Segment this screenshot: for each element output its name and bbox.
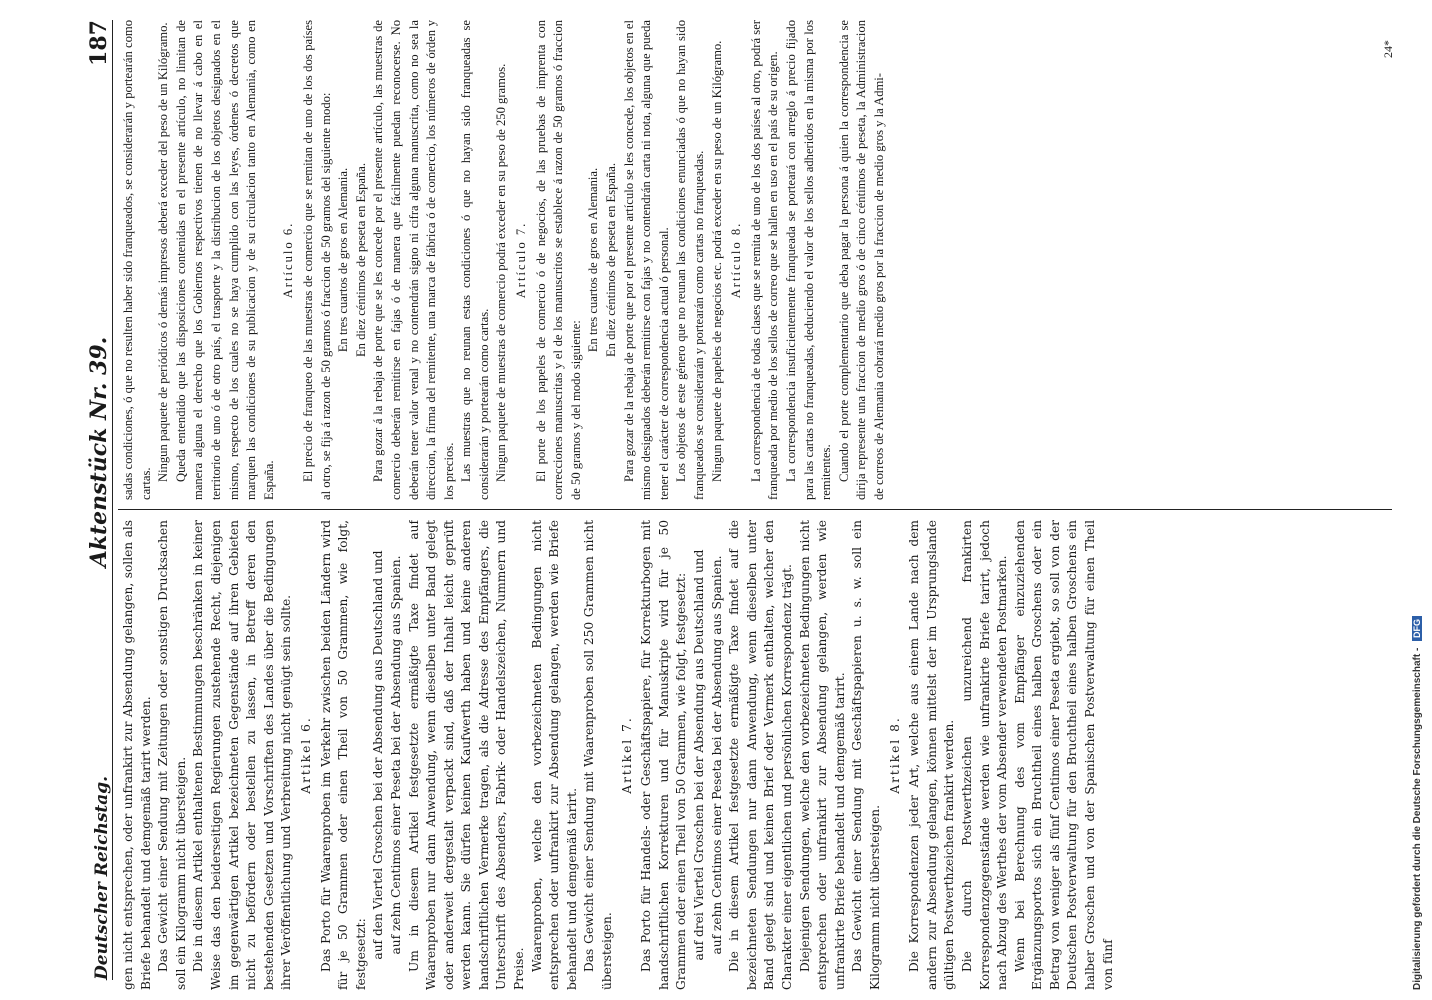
paragraph: En tres cuartos de gros en Alemania.: [586, 167, 601, 353]
article-heading: Artículo 7.: [514, 221, 529, 299]
page-header: [72, 20, 113, 980]
header-left-title: Deutscher Reichstag.: [92, 775, 112, 980]
paragraph: Ningun paquete de periódicos ó demás impresos deberá exceder del peso de un Kilógramo.: [156, 22, 171, 482]
paragraph: Das Porto für Waarenproben im Verkehr zwischen beiden Ländern wird für je 50 Grammen oder einen Theil von 50 Grammen, wie folgt, festgesetzt:: [318, 520, 368, 990]
spanish-text-column: [120, 20, 1392, 500]
paragraph: Das Gewicht einer Sendung mit Geschäftspapieren u. s. w. soll ein Kilogramm nicht übersteigen.: [850, 520, 882, 990]
header-document-number: Aktenstück Nr. 39.: [86, 336, 112, 568]
paragraph: sadas condiciones, ó que no resulten haber sido franqueados, se considerarán y portearán como cartas.: [121, 20, 153, 500]
paragraph: Wenn bei Berechnung des vom Empfänger einzuziehenden Ergänzungsportos sich ein Bruchtheil eines halben Groschens oder ein Betrag von weniger als fünf Centimos einer Peseta ergiebt, so soll von der Deutschen Postverwaltung für den Bruchtheil eines halben Groschens ein halber Groschen und von der Spanischen Postverwaltung für einen Theil von fünf: [1012, 520, 1115, 990]
paragraph: auf zehn Centimos einer Peseta bei der Absendung aus Spanien.: [388, 555, 403, 955]
paragraph: Um in diesem Artikel festgesetzte ermäßigte Taxe findet auf Waarenproben nur dann Anwendung, wenn dieselben unter Band gelegt oder anderweit dergestalt verpackt sind, daß der Inhalt leicht geprüft werden kann. Sie dürfen keinen Kaufwerth haben und keine anderen handschriftlichen Vermerke tragen, als die Adresse des Empfängers, die Unterschrift des Absenders, Fabrik- oder Handelszeichen, Nummern und Preise.: [406, 520, 527, 990]
paragraph: auf zehn Centimos einer Peseta bei der Absendung aus Spanien.: [709, 555, 724, 955]
paragraph: Die Korrespondenzen jeder Art, welche aus einem Lande nach dem andern zur Absendung gelangen, können mittelst der im Ursprungslande gültigen Postwerthzeichen frankirt werden.: [907, 520, 957, 990]
paragraph: Waarenproben, welche den vorbezeichneten Bedingungen nicht entsprechen oder unfrankirt zur Absendung gelangen, werden wie Briefe behandelt und demgemäß tarirt.: [529, 520, 579, 990]
article-heading: Artículo 8.: [729, 221, 744, 299]
paragraph: auf den Viertel Groschen bei der Absendung aus Deutschland und: [371, 550, 386, 960]
paragraph: Diejenigen Sendungen, welche den vorbezeichneten Bedingungen nicht entsprechen oder unfrankirt zur Absendung gelangen, werden wie unfrankirte Briefe behandelt und demgemäß tarirt.: [797, 520, 847, 990]
digitization-note: [1410, 0, 1432, 1000]
paragraph: Ningun paquete de papeles de negocios etc. podrá exceder en su peso de un Kilógramo.: [709, 40, 724, 482]
signature-mark: 24*: [1381, 40, 1395, 58]
article-heading: Artikel 6.: [298, 716, 313, 794]
paragraph: Los objetos de este género que no reunan las condiciones enunciadas ó que no hayan sido franqueados se considerarán y portearán como cartas no franqueadas.: [674, 20, 706, 500]
paragraph: Para gozar de la rebaja de porte que por el presente artículo se les concede, los objetos en el mismo designados deberán remitirse con fajas y no contendrán carta ni nota, alguna que pueda tener el carácter de correspondencia actual ó personal.: [621, 20, 671, 500]
paragraph: En diez céntimos de peseta en España.: [604, 162, 619, 358]
paragraph: gen nicht entsprechen, oder unfrankirt zur Absendung gelangen, sollen als Briefe behandelt und demgemäß tarirt werden.: [121, 520, 153, 990]
paragraph: Die in diesem Artikel festgesetzte ermäßigte Taxe findet auf die bezeichneten Sendungen nur dann Anwendung, wenn dieselben unter Band gelegt sind und keinen Brief oder Vermerk enthalten, welcher den Charakter einer eigentlichen und persönlichen Korrespondenz trägt.: [727, 520, 794, 990]
paragraph: Das Porto für Handels- oder Geschäftspapiere, für Korrekturbogen mit handschriftlichen Korrekturen und für Manuskripte wird für je 50 Grammen oder einen Theil von 50 Grammen, wie folgt, festgesetzt:: [639, 520, 689, 990]
digitization-note-text: Digitalisierung gefördert durch die Deutsche Forschungsgemeinschaft -: [1412, 647, 1423, 990]
article-heading: Artikel 8.: [887, 716, 902, 794]
paragraph: El precio de franqueo de las muestras de comercio que se remitan de uno de los dos países al otro, se fija á razon de 50 gramos ó fraccion de 50 gramos del siguiente modo:: [300, 20, 333, 500]
paragraph: El porte de los papeles de comercio ó de negocios, de las pruebas de imprenta con correcciones manuscritas y el de los manuscritos se establece á razon de 50 gramos ó fraccion de 50 gramos y del modo siguiente:: [533, 20, 583, 500]
paragraph: Las muestras que no reunan estas condiciones ó que no hayan sido franqueadas se considerarán y portearán como cartas.: [459, 20, 491, 500]
paragraph: Cuando el porte complementario que deba pagar la persona á quien la correspondencia se dirija represente una fraccion de medio gros ó de cinco céntimos de peseta, la Administracion de correos de Alemania cobrará medio gros por la fraccion de medio gros y la Admi-: [836, 20, 886, 500]
paragraph: auf drei Viertel Groschen bei der Absendung aus Deutschland und: [692, 549, 706, 961]
paragraph: Ningun paquete de muestras de comercio podrá exceder en su peso de 250 gramos.: [494, 63, 509, 482]
paragraph: Queda entendido que las disposiciones contenidas en el presente artículo, no limitan de manera alguna el derecho que los Gobiernos respectivos tienen de no llevar á cabo en el territorio de uno ó de otro país, el trasporte y la distribucion de los objetos designados en el mismo, respecto de los cuales no se haya cumplido con las leyes, órdenes ó decretos que marquen las condiciones de su publicacion y de su circulacion tanto en Alemania, como en España.: [173, 20, 276, 500]
paragraph: Die durch Postwerthzeichen unzureichend frankirten Korrespondenzgegenstände werden wie unfrankirte Briefe tarirt, jedoch nach Abzug des Werthes der vom Absender verwendeten Postmarken.: [959, 520, 1010, 990]
column-divider: [118, 509, 1392, 510]
paragraph: La correspondencia de todas clases que se remita de uno de los dos países al otro, podrá ser franqueada por medio de los sellos de correo que se hallen en uso en el país de su origen.: [748, 20, 781, 500]
paragraph: En tres cuartos de gros en Alemania.: [336, 167, 351, 353]
german-text-column: [120, 520, 1392, 990]
paragraph: Para gozar á la rebaja de porte que se les concede por el presente artículo, las muestras de comercio deberán remitirse en fajas ó de manera que fácilmente puedan reconocerse. No deberán tener valor venal y no contendrán signo ni cifra alguna manuscrita, como no sea la direccion, la firma del remitente, una marca de fábrica ó de comercio, los números de órden y los precios.: [371, 20, 456, 500]
paragraph: Die in diesem Artikel enthaltenen Bestimmungen beschränken in keiner Weise das den beiderseitigen Regierungen zustehende Recht, diejenigen im gegenwärtigen Artikel bezeichneten Gegenstände auf ihren Gebieten nicht zu befördern oder bestellen zu lassen, in Betreff deren den bestehenden Gesetzen und Vorschriften des Landes über die Bedingungen ihrer Veröffentlichung und Verbreitung nicht genügt sein sollte.: [191, 520, 294, 990]
page-number: 187: [86, 20, 112, 66]
paragraph: Das Gewicht einer Sendung mit Zeitungen oder sonstigen Drucksachen soll ein Kilogramm nicht übersteigen.: [156, 520, 188, 990]
article-heading: Artikel 7.: [619, 716, 634, 794]
dfg-logo: DFG: [1412, 616, 1422, 641]
paragraph: La correspondencia insuficientemente franqueada se porteará con arreglo á precio fijado para las cartas no franqueadas, deduciendo el valor de los sellos adheridos en la misma por los remitentes.: [783, 20, 834, 500]
paragraph: Das Gewicht einer Sendung mit Waarenproben soll 250 Grammen nicht übersteigen.: [582, 520, 615, 990]
article-heading: Artículo 6.: [281, 221, 296, 299]
paragraph: En diez céntimos de peseta en España.: [353, 162, 368, 358]
